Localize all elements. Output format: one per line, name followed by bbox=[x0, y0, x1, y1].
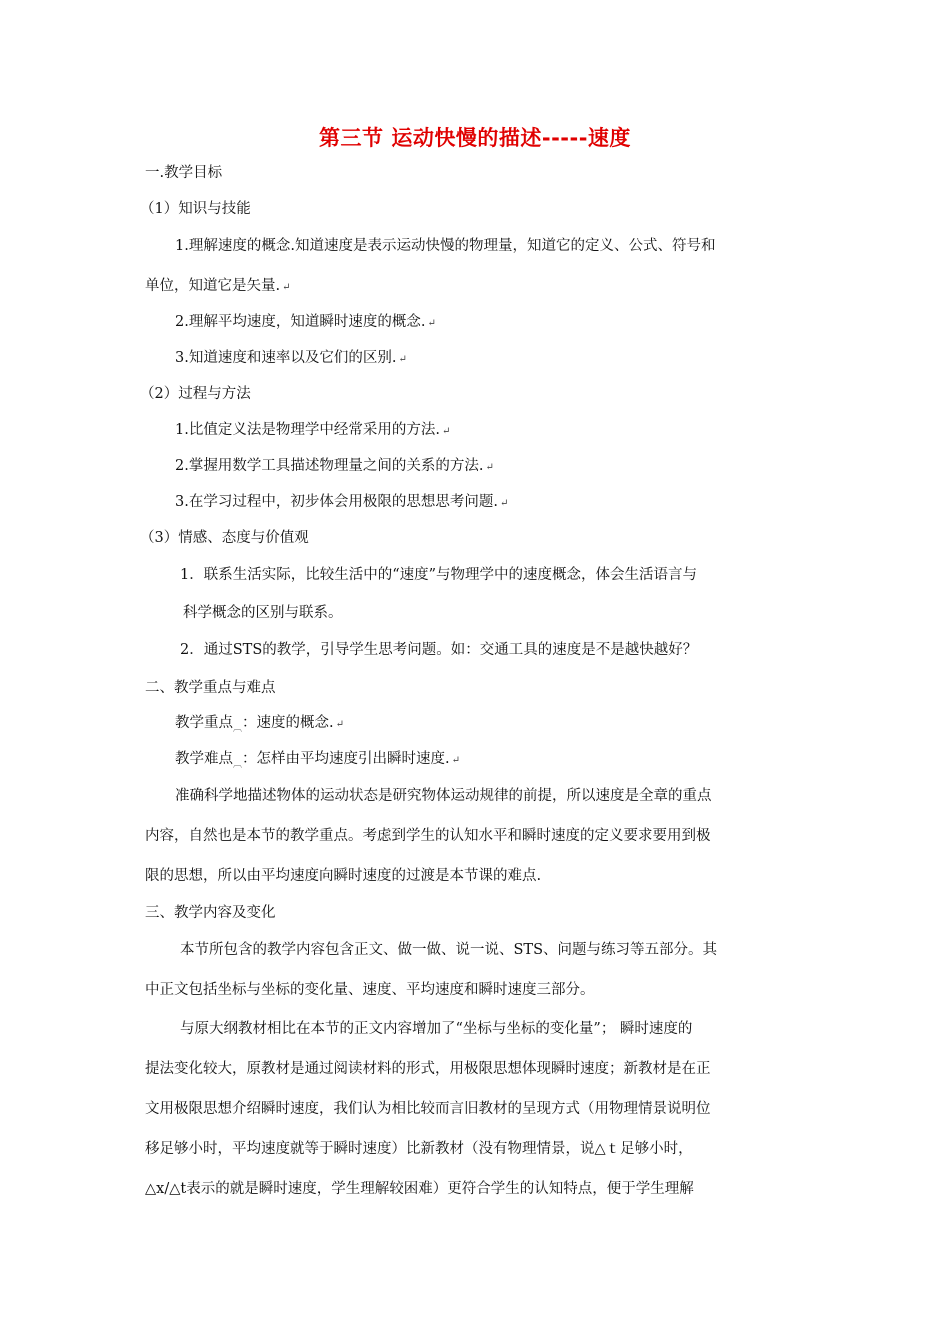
paragraph-line: 2.理解平均速度，知道瞬时速度的概念. ↵ bbox=[175, 314, 436, 330]
paragraph-line: 移足够小时，平均速度就等于瞬时速度）比新教材（没有物理情景，说△ｔ足够小时， bbox=[145, 1141, 693, 1157]
paragraph-line: 与原大纲教材相比在本节的正文内容增加了“坐标与坐标的变化量”； 瞬时速度的 bbox=[180, 1021, 693, 1037]
paragraph-line: 限的思想，所以由平均速度向瞬时速度的过渡是本节课的难点. bbox=[145, 868, 542, 884]
return-mark-icon: ↵ bbox=[441, 426, 451, 437]
section-heading: 二、教学重点与难点 bbox=[145, 680, 276, 696]
paragraph-line: △x/△t表示的就是瞬时速度，学生理解较困难）更符合学生的认知特点，便于学生理解 bbox=[145, 1181, 694, 1197]
paragraph-line: 教学重点$_︹$：速度的概念. ↵ bbox=[175, 715, 345, 734]
return-mark-icon: ↵ bbox=[499, 498, 509, 509]
paragraph-line: 单位，知道它是矢量. ↵ bbox=[145, 278, 291, 294]
paragraph-line: 教学难点$_︹$：怎样由平均速度引出瞬时速度. ↵ bbox=[175, 751, 461, 770]
return-mark-icon: ↵ bbox=[451, 755, 461, 766]
subsection-heading: （1）知识与技能 bbox=[140, 201, 251, 217]
section-heading: 一.教学目标 bbox=[145, 165, 223, 181]
paragraph-line: 3.在学习过程中，初步体会用极限的思想思考问题. ↵ bbox=[175, 494, 509, 510]
paragraph-line: 提法变化较大，原教材是通过阅读材料的形式，用极限思想体现瞬时速度；新教材是在正 bbox=[145, 1061, 711, 1077]
return-mark-icon: ↵ bbox=[427, 318, 436, 329]
return-mark-icon: ↵ bbox=[485, 462, 494, 473]
subsection-heading: （3）情感、态度与价值观 bbox=[140, 530, 309, 546]
return-mark-icon: ↵ bbox=[335, 719, 345, 730]
paragraph-line: 1．联系生活实际，比较生活中的“速度”与物理学中的速度概念，体会生活语言与 bbox=[180, 567, 698, 583]
paragraph-line: 准确科学地描述物体的运动状态是研究物体运动规律的前提，所以速度是全章的重点 bbox=[175, 788, 712, 804]
paragraph-line: 2.掌握用数学工具描述物理量之间的关系的方法. ↵ bbox=[175, 458, 494, 474]
paragraph-line: 科学概念的区别与联系。 bbox=[183, 605, 343, 621]
page-title: 第三节 运动快慢的描述-----速度 bbox=[319, 126, 631, 150]
return-mark-icon: ↵ bbox=[398, 354, 407, 365]
placeholder-mark-icon: ︹ bbox=[233, 724, 243, 734]
paragraph-line: 1.比值定义法是物理学中经常采用的方法. ↵ bbox=[175, 422, 451, 438]
subsection-heading: （2）过程与方法 bbox=[140, 386, 251, 402]
return-mark-icon: ↵ bbox=[282, 282, 291, 293]
paragraph-line: 本节所包含的教学内容包含正文、做一做、说一说、STS、问题与练习等五部分。其 bbox=[180, 942, 718, 958]
paragraph-line: 2．通过STS的教学，引导学生思考问题。如：交通工具的速度是不是越快越好？ bbox=[180, 642, 698, 658]
paragraph-line: 3.知道速度和速率以及它们的区别. ↵ bbox=[175, 350, 407, 366]
paragraph-line: 内容，自然也是本节的教学重点。考虑到学生的认知水平和瞬时速度的定义要求要用到极 bbox=[145, 828, 711, 844]
placeholder-mark-icon: ︹ bbox=[233, 760, 243, 770]
paragraph-line: 文用极限思想介绍瞬时速度，我们认为相比较而言旧教材的呈现方式（用物理情景说明位 bbox=[145, 1101, 711, 1117]
section-heading: 三、教学内容及变化 bbox=[145, 905, 276, 921]
paragraph-line: 中正文包括坐标与坐标的变化量、速度、平均速度和瞬时速度三部分。 bbox=[145, 982, 595, 998]
paragraph-line: 1.理解速度的概念.知道速度是表示运动快慢的物理量，知道它的定义、公式、符号和 bbox=[175, 238, 716, 254]
